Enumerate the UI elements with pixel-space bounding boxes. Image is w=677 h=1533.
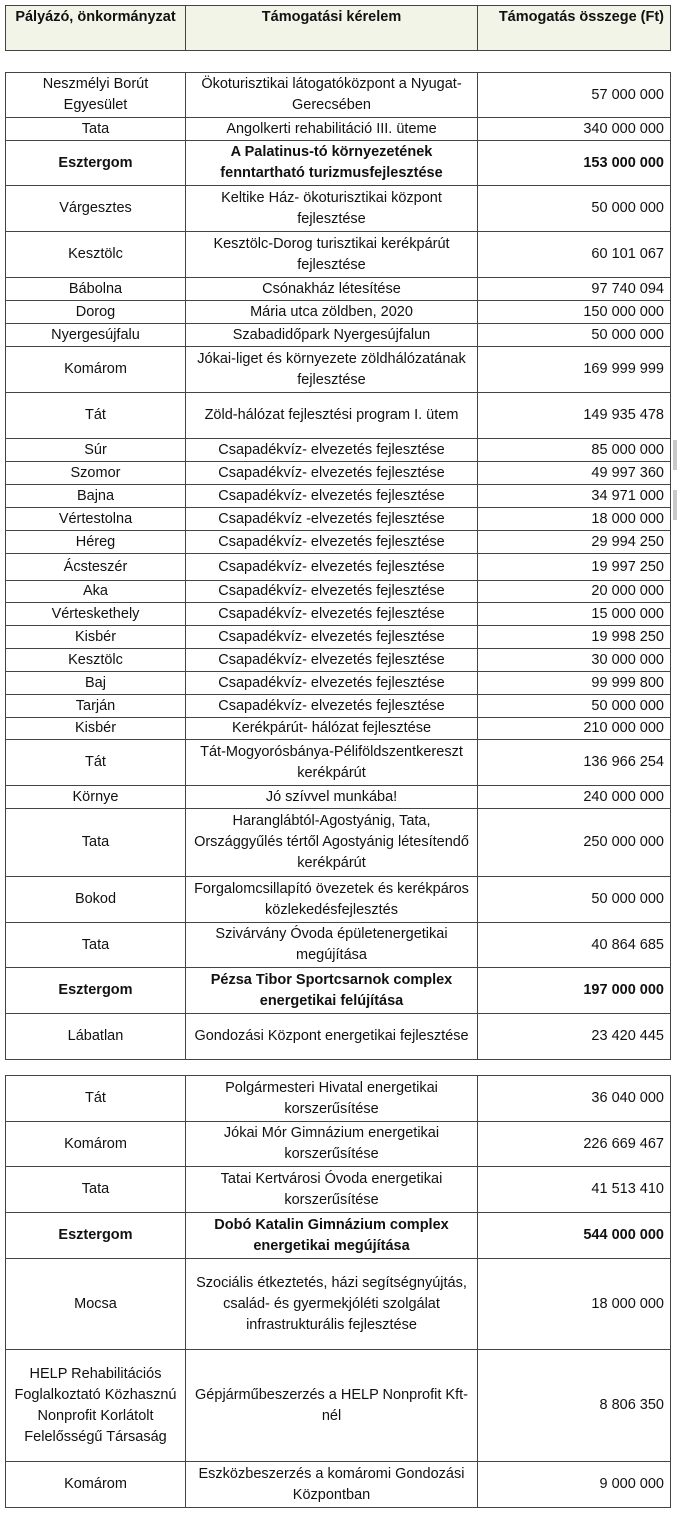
amount-cell: 15 000 000 <box>478 603 671 626</box>
request-cell: Zöld-hálózat fejlesztési program I. ütem <box>186 393 478 439</box>
applicant-cell: Kesztölc <box>6 649 186 672</box>
applicant-cell: Dorog <box>6 301 186 324</box>
applicant-cell: Tata <box>6 1167 186 1213</box>
table-row <box>6 923 671 968</box>
request-cell: Szociális étkeztetés, házi segítségnyújtás, család- és gyermekjóléti szolgálat infrastrukturális fejlesztése <box>186 1259 478 1350</box>
request-cell: Haranglábtól-Agostyánig, Tata, Országgyűlés tértől Agostyánig létesítendő kerékpárút <box>186 809 478 877</box>
amount-cell: 169 999 999 <box>478 347 671 393</box>
amount-cell: 50 000 000 <box>478 186 671 232</box>
request-cell: Mária utca zöldben, 2020 <box>186 301 478 324</box>
table-row <box>6 278 671 301</box>
grants-table-2-body <box>6 1076 671 1508</box>
request-cell: Csónakház létesítése <box>186 278 478 301</box>
applicant-cell: Aka <box>6 581 186 603</box>
amount-cell: 8 806 350 <box>478 1350 671 1462</box>
applicant-cell: Vérteskethely <box>6 603 186 626</box>
amount-cell: 136 966 254 <box>478 740 671 786</box>
table-row <box>6 1350 671 1462</box>
applicant-cell: Ácsteszér <box>6 554 186 581</box>
amount-cell: 36 040 000 <box>478 1076 671 1122</box>
table-row <box>6 186 671 232</box>
table-row <box>6 393 671 439</box>
request-cell: Szabadidőpark Nyergesújfalun <box>186 324 478 347</box>
request-cell: Kesztölc-Dorog turisztikai kerékpárút fejlesztése <box>186 232 478 278</box>
request-cell: Polgármesteri Hivatal energetikai korszerűsítése <box>186 1076 478 1122</box>
amount-cell: 340 000 000 <box>478 118 671 141</box>
table-row <box>6 809 671 877</box>
applicant-cell: Lábatlan <box>6 1014 186 1060</box>
applicant-cell: Komárom <box>6 1462 186 1508</box>
request-cell: Csapadékvíz- elvezetés fejlesztése <box>186 531 478 554</box>
applicant-cell: Bajna <box>6 485 186 508</box>
applicant-cell: Komárom <box>6 347 186 393</box>
applicant-cell: Tata <box>6 809 186 877</box>
request-cell: Tatai Kertvárosi Óvoda energetikai korszerűsítése <box>186 1167 478 1213</box>
applicant-cell: Szomor <box>6 462 186 485</box>
applicant-cell: Esztergom <box>6 141 186 186</box>
table-row <box>6 740 671 786</box>
table-row <box>6 626 671 649</box>
request-cell: Csapadékvíz- elvezetés fejlesztése <box>186 603 478 626</box>
table-row <box>6 439 671 462</box>
table-row <box>6 73 671 118</box>
request-cell: Gépjárműbeszerzés a HELP Nonprofit Kft-nél <box>186 1350 478 1462</box>
header-amount: Támogatás összege (Ft) <box>478 6 671 51</box>
amount-cell: 57 000 000 <box>478 73 671 118</box>
applicant-cell: Komárom <box>6 1122 186 1167</box>
table-row <box>6 968 671 1014</box>
request-cell: Pézsa Tibor Sportcsarnok complex energetikai felújítása <box>186 968 478 1014</box>
table-row <box>6 1259 671 1350</box>
amount-cell: 41 513 410 <box>478 1167 671 1213</box>
table-row <box>6 485 671 508</box>
applicant-cell: Héreg <box>6 531 186 554</box>
request-cell: Csapadékvíz- elvezetés fejlesztése <box>186 485 478 508</box>
table-row <box>6 672 671 695</box>
table-row <box>6 554 671 581</box>
amount-cell: 226 669 467 <box>478 1122 671 1167</box>
request-cell: Csapadékvíz- elvezetés fejlesztése <box>186 695 478 718</box>
table-row <box>6 531 671 554</box>
request-cell: Csapadékvíz- elvezetés fejlesztése <box>186 439 478 462</box>
applicant-cell: Vértestolna <box>6 508 186 531</box>
table-row <box>6 1167 671 1213</box>
applicant-cell: Baj <box>6 672 186 695</box>
request-cell: Forgalomcsillapító övezetek és kerékpáros közlekedésfejlesztés <box>186 877 478 923</box>
amount-cell: 153 000 000 <box>478 141 671 186</box>
amount-cell: 34 971 000 <box>478 485 671 508</box>
table-row <box>6 324 671 347</box>
request-cell: Jókai-liget és környezete zöldhálózatának fejlesztése <box>186 347 478 393</box>
applicant-cell: HELP Rehabilitációs Foglalkoztató Közhasznú Nonprofit Korlátolt Felelősségű Társaság <box>6 1350 186 1462</box>
table-row <box>6 718 671 740</box>
request-cell: Jó szívvel munkába! <box>186 786 478 809</box>
amount-cell: 19 997 250 <box>478 554 671 581</box>
amount-cell: 50 000 000 <box>478 877 671 923</box>
request-cell: Szivárvány Óvoda épületenergetikai megújítása <box>186 923 478 968</box>
applicant-cell: Tarján <box>6 695 186 718</box>
request-cell: Csapadékvíz -elvezetés fejlesztése <box>186 508 478 531</box>
applicant-cell: Bábolna <box>6 278 186 301</box>
table-row <box>6 1213 671 1259</box>
amount-cell: 49 997 360 <box>478 462 671 485</box>
amount-cell: 97 740 094 <box>478 278 671 301</box>
table-row <box>6 877 671 923</box>
table-row <box>6 141 671 186</box>
applicant-cell: Tata <box>6 118 186 141</box>
request-cell: Dobó Katalin Gimnázium complex energetikai megújítása <box>186 1213 478 1259</box>
applicant-cell: Tata <box>6 923 186 968</box>
applicant-cell: Tát <box>6 1076 186 1122</box>
request-cell: Gondozási Központ energetikai fejlesztése <box>186 1014 478 1060</box>
amount-cell: 85 000 000 <box>478 439 671 462</box>
amount-cell: 99 999 800 <box>478 672 671 695</box>
amount-cell: 29 994 250 <box>478 531 671 554</box>
table-row <box>6 301 671 324</box>
applicant-cell: Esztergom <box>6 968 186 1014</box>
edge-mark <box>673 440 677 470</box>
table-row <box>6 581 671 603</box>
amount-cell: 50 000 000 <box>478 324 671 347</box>
edge-mark <box>673 490 677 520</box>
table-row <box>6 118 671 141</box>
request-cell: Csapadékvíz- elvezetés fejlesztése <box>186 581 478 603</box>
table-row <box>6 1076 671 1122</box>
table-row <box>6 462 671 485</box>
applicant-cell: Kisbér <box>6 626 186 649</box>
request-cell: Jókai Mór Gimnázium energetikai korszerűsítése <box>186 1122 478 1167</box>
header-request: Támogatási kérelem <box>186 6 478 51</box>
applicant-cell: Esztergom <box>6 1213 186 1259</box>
amount-cell: 197 000 000 <box>478 968 671 1014</box>
amount-cell: 9 000 000 <box>478 1462 671 1508</box>
table-row <box>6 1014 671 1060</box>
amount-cell: 240 000 000 <box>478 786 671 809</box>
amount-cell: 60 101 067 <box>478 232 671 278</box>
amount-cell: 544 000 000 <box>478 1213 671 1259</box>
applicant-cell: Súr <box>6 439 186 462</box>
amount-cell: 23 420 445 <box>478 1014 671 1060</box>
applicant-cell: Kesztölc <box>6 232 186 278</box>
grants-table-2 <box>5 1075 671 1508</box>
table-row <box>6 603 671 626</box>
request-cell: Csapadékvíz- elvezetés fejlesztése <box>186 462 478 485</box>
table-row <box>6 347 671 393</box>
amount-cell: 30 000 000 <box>478 649 671 672</box>
header-applicant: Pályázó, önkormányzat <box>6 6 186 51</box>
amount-cell: 18 000 000 <box>478 1259 671 1350</box>
request-cell: Ökoturisztikai látogatóközpont a Nyugat-Gerecsében <box>186 73 478 118</box>
request-cell: Csapadékvíz- elvezetés fejlesztése <box>186 626 478 649</box>
amount-cell: 210 000 000 <box>478 718 671 740</box>
applicant-cell: Kisbér <box>6 718 186 740</box>
applicant-cell: Várgesztes <box>6 186 186 232</box>
request-cell: A Palatinus-tó környezetének fenntartható turizmusfejlesztése <box>186 141 478 186</box>
grants-table-1-body <box>6 73 671 1060</box>
applicant-cell: Bokod <box>6 877 186 923</box>
applicant-cell: Nyergesújfalu <box>6 324 186 347</box>
table-row <box>6 232 671 278</box>
request-cell: Eszközbeszerzés a komáromi Gondozási Központban <box>186 1462 478 1508</box>
applicant-cell: Környe <box>6 786 186 809</box>
request-cell: Csapadékvíz- elvezetés fejlesztése <box>186 554 478 581</box>
table-row <box>6 1122 671 1167</box>
amount-cell: 149 935 478 <box>478 393 671 439</box>
table-row <box>6 695 671 718</box>
request-cell: Csapadékvíz- elvezetés fejlesztése <box>186 672 478 695</box>
request-cell: Keltike Ház- ökoturisztikai központ fejlesztése <box>186 186 478 232</box>
header-row <box>6 6 671 51</box>
amount-cell: 150 000 000 <box>478 301 671 324</box>
amount-cell: 18 000 000 <box>478 508 671 531</box>
amount-cell: 19 998 250 <box>478 626 671 649</box>
request-cell: Angolkerti rehabilitáció III. üteme <box>186 118 478 141</box>
applicant-cell: Tát <box>6 740 186 786</box>
amount-cell: 250 000 000 <box>478 809 671 877</box>
applicant-cell: Mocsa <box>6 1259 186 1350</box>
request-cell: Kerékpárút- hálózat fejlesztése <box>186 718 478 740</box>
table-row <box>6 508 671 531</box>
grants-table-1 <box>5 72 671 1060</box>
table-row <box>6 1462 671 1508</box>
applicant-cell: Tát <box>6 393 186 439</box>
table-row <box>6 786 671 809</box>
amount-cell: 50 000 000 <box>478 695 671 718</box>
header-table <box>5 5 671 51</box>
applicant-cell: Neszmélyi Borút Egyesület <box>6 73 186 118</box>
table-row <box>6 649 671 672</box>
request-cell: Csapadékvíz- elvezetés fejlesztése <box>186 649 478 672</box>
amount-cell: 20 000 000 <box>478 581 671 603</box>
amount-cell: 40 864 685 <box>478 923 671 968</box>
request-cell: Tát-Mogyorósbánya-Péliföldszentkereszt kerékpárút <box>186 740 478 786</box>
